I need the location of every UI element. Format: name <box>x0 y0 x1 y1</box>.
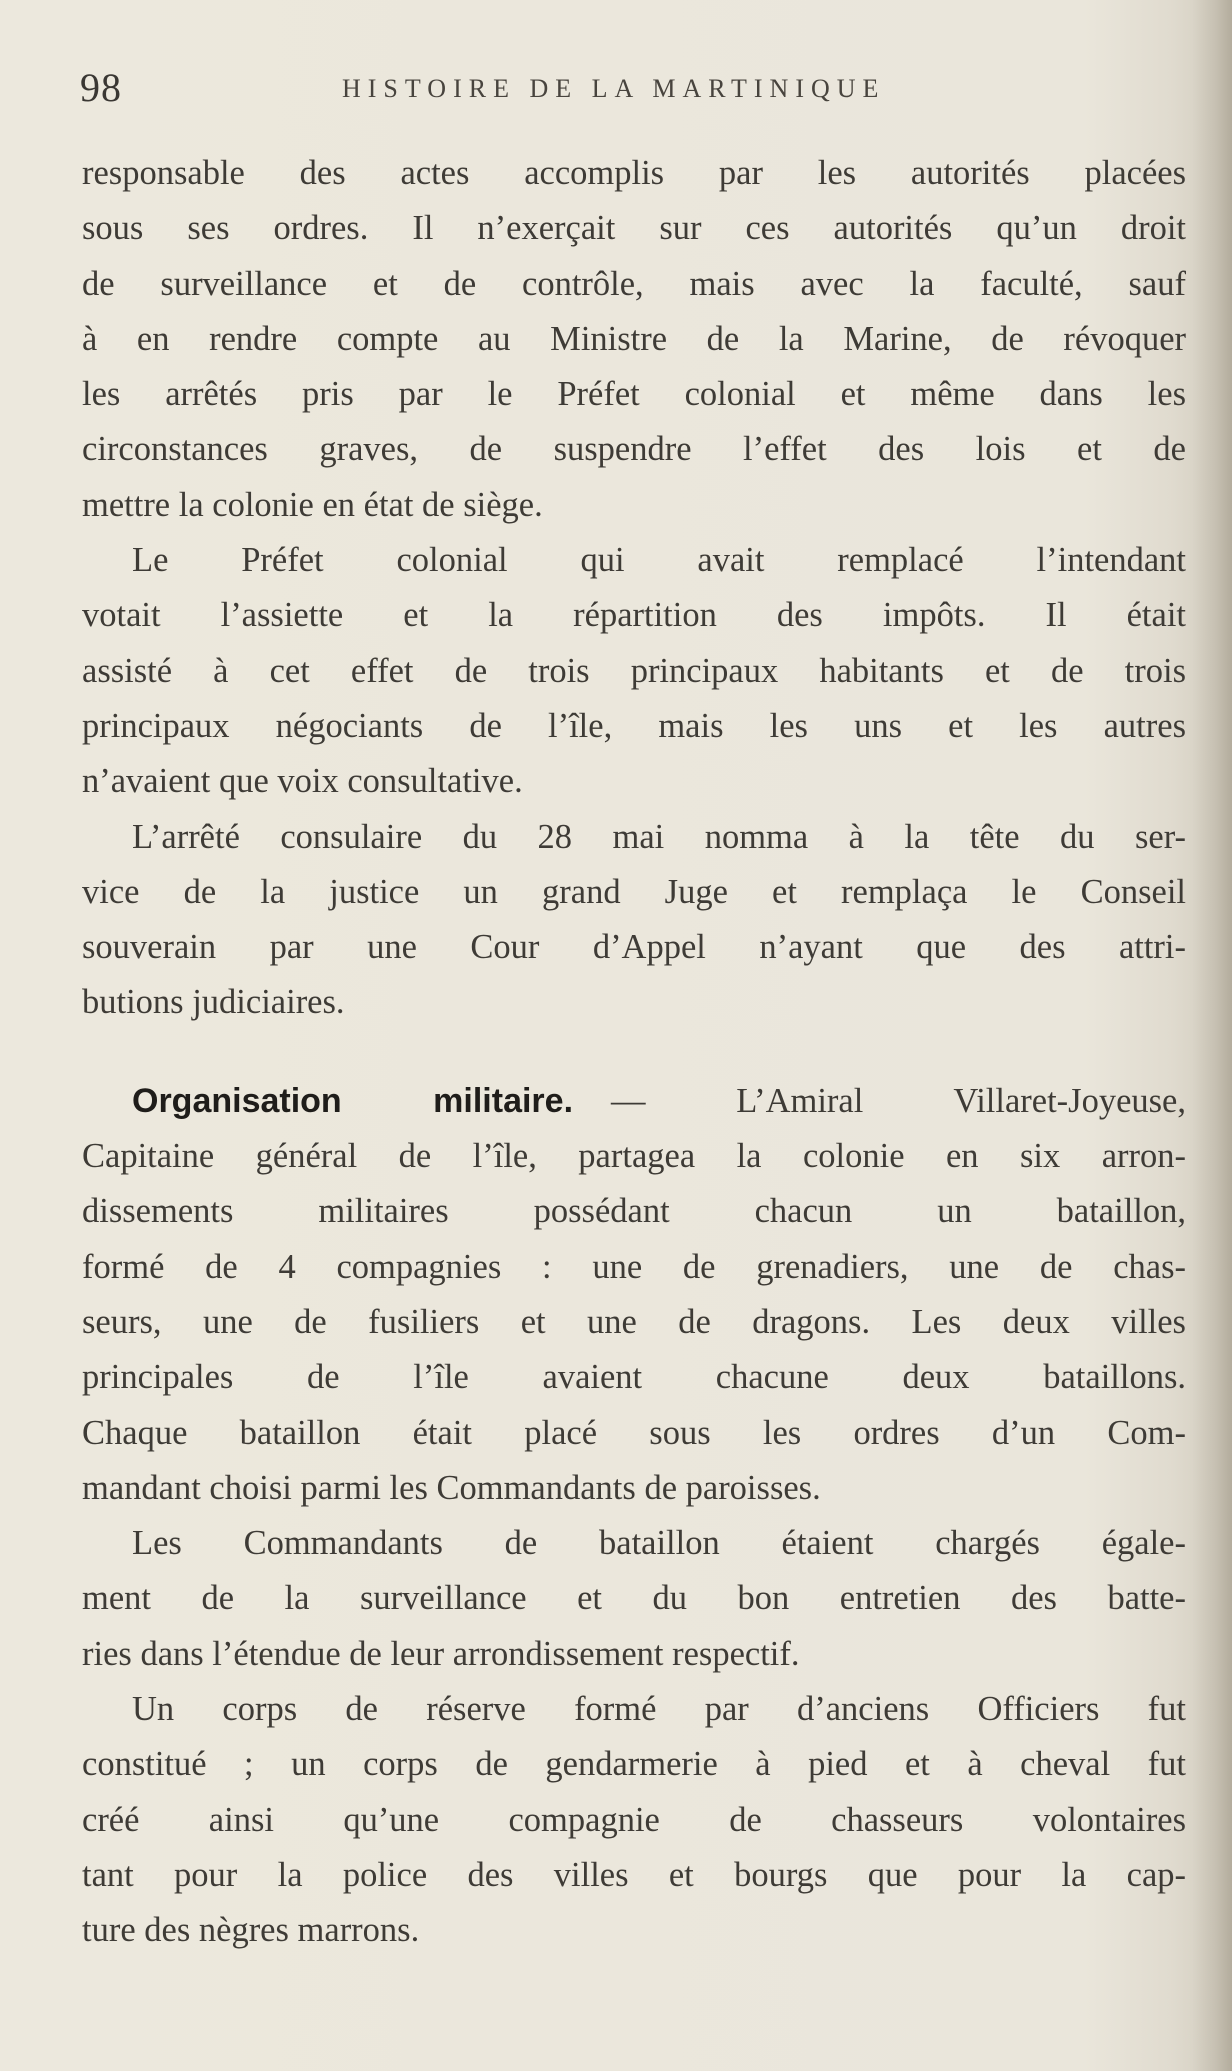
page-header <box>0 60 1232 120</box>
text-line: formé de 4 compagnies : une de grenadiers, une de chas- <box>82 1247 1186 1286</box>
text-line: mandant choisi parmi les Commandants de paroisses. <box>82 1468 821 1507</box>
text-line: créé ainsi qu’une compagnie de chasseurs volontaires <box>82 1800 1186 1839</box>
text-line: n’avaient que voix consultative. <box>82 762 523 801</box>
text-line: assisté à cet effet de trois principaux habitants et de trois <box>82 651 1186 690</box>
text-line: butions judiciaires. <box>82 983 345 1022</box>
text-line: sous ses ordres. Il n’exerçait sur ces autorités qu’un droit <box>82 209 1186 248</box>
text-line: circonstances graves, de suspendre l’effet des lois et de <box>82 430 1186 469</box>
text-line: ment de la surveillance et du bon entretien des batte- <box>82 1579 1186 1618</box>
section-heading: Organisation militaire. <box>132 1081 574 1120</box>
text-line: constitué ; un corps de gendarmerie à pied et à cheval fut <box>82 1745 1186 1784</box>
text-line: à en rendre compte au Ministre de la Marine, de révoquer <box>82 319 1186 358</box>
paragraph-start: Un corps de réserve formé par d’anciens Officiers fut <box>132 1690 1186 1729</box>
paragraph-start: L’arrêté consulaire du 28 mai nomma à la tête du ser- <box>132 817 1186 856</box>
text-line: principales de l’île avaient chacune deux bataillons. <box>82 1358 1186 1397</box>
text-line: de surveillance et de contrôle, mais avec la faculté, sauf <box>82 264 1186 303</box>
text-line: mettre la colonie en état de siège. <box>82 485 543 524</box>
text-line: les arrêtés pris par le Préfet colonial et même dans les <box>82 375 1186 414</box>
text-line: seurs, une de fusiliers et une de dragons. Les deux villes <box>82 1302 1186 1341</box>
paragraph-start: Les Commandants de bataillon étaient chargés égale- <box>132 1524 1186 1563</box>
text-line: souverain par une Cour d’Appel n’ayant que des attri- <box>82 928 1186 967</box>
text-line: principaux négociants de l’île, mais les uns et les autres <box>82 706 1186 745</box>
text-line: vice de la justice un grand Juge et remplaça le Conseil <box>82 872 1186 911</box>
text-line: tant pour la police des villes et bourgs que pour la cap- <box>82 1855 1186 1894</box>
paragraph-start: Le Préfet colonial qui avait remplacé l’intendant <box>132 541 1186 580</box>
text-line: ries dans l’étendue de leur arrondissement respectif. <box>82 1634 800 1673</box>
section-heading-line <box>82 1074 1186 1129</box>
text-line: Capitaine général de l’île, partagea la colonie en six arron- <box>82 1137 1186 1176</box>
text-line: ture des nègres marrons. <box>82 1911 420 1950</box>
page-number: 98 <box>80 65 122 110</box>
page-edge-shadow <box>1192 0 1232 2071</box>
section-gap <box>82 1031 1186 1074</box>
section-heading-rest: — L’Amiral Villaret-Joyeuse, <box>611 1081 1186 1120</box>
running-title: HISTOIRE DE LA MARTINIQUE <box>342 74 886 103</box>
text-line: votait l’assiette et la répartition des impôts. Il était <box>82 596 1186 635</box>
text-line: dissements militaires possédant chacun un bataillon, <box>82 1192 1186 1231</box>
text-line: responsable des actes accomplis par les autorités placées <box>82 154 1186 192</box>
text-line: Chaque bataillon était placé sous les ordres d’un Com- <box>82 1413 1186 1452</box>
body-text <box>82 146 1186 1959</box>
